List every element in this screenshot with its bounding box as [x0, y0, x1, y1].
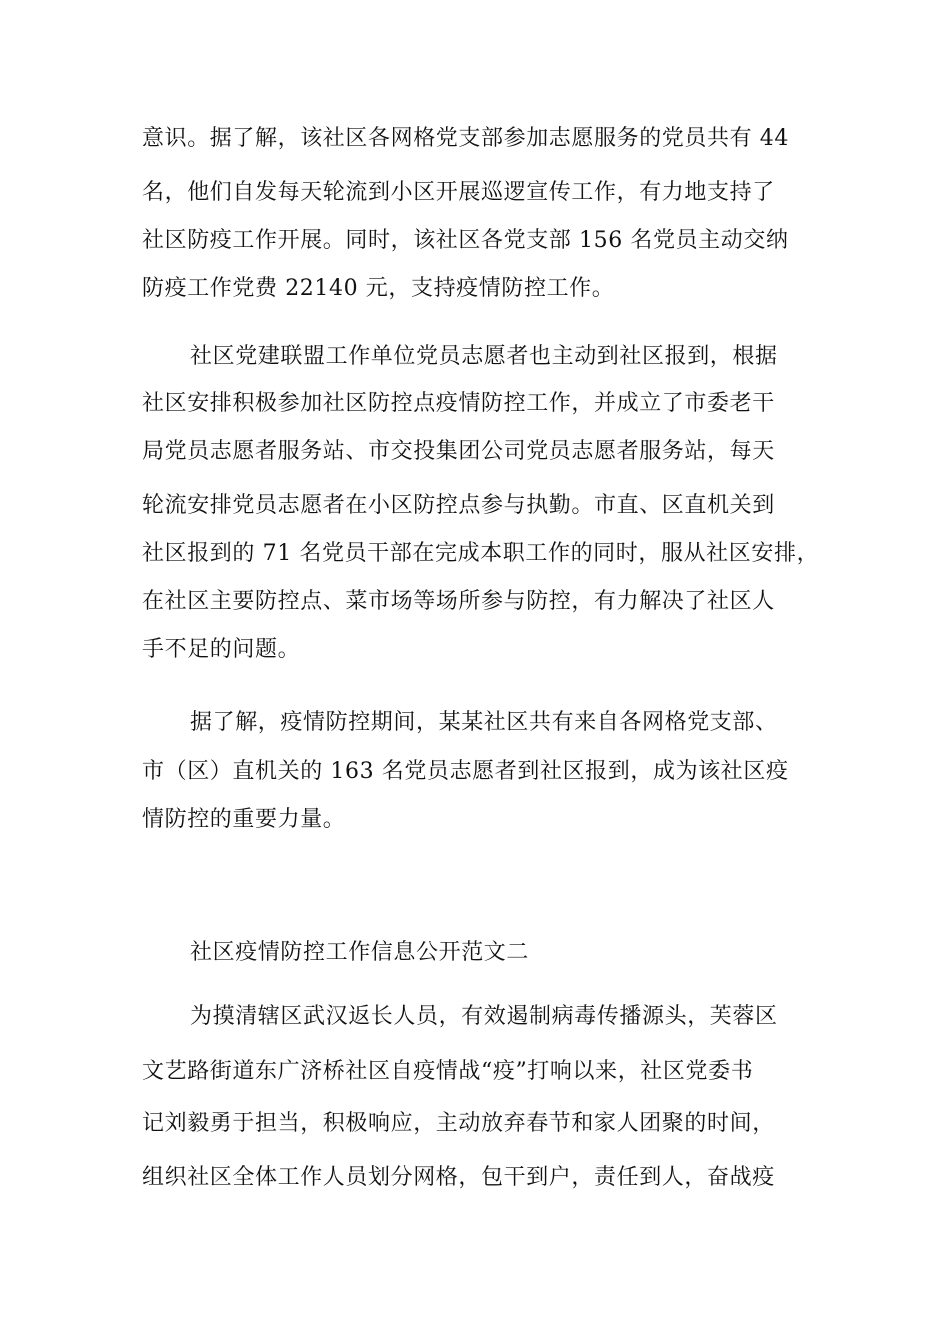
paragraph-2-line-1: 社区党建联盟工作单位党员志愿者也主动到社区报到，根据 [190, 344, 778, 369]
paragraph-4-line-1: 为摸清辖区武汉返长人员，有效遏制病毒传播源头，芙蓉区 [190, 1004, 778, 1029]
paragraph-4-line-2: 文艺路街道东广济桥社区自疫情战“疫”打响以来，社区党委书 [142, 1059, 754, 1084]
paragraph-1-line-1: 意识。据了解，该社区各网格党支部参加志愿服务的党员共有 44 [142, 126, 789, 151]
paragraph-2-line-2: 社区安排积极参加社区防控点疫情防控工作，并成立了市委老干 [142, 391, 775, 416]
paragraph-1-line-4: 防疫工作党费 22140 元，支持疫情防控工作。 [142, 276, 615, 301]
paragraph-2-line-5: 社区报到的 71 名党员干部在完成本职工作的同时，服从社区安排， [142, 541, 820, 566]
paragraph-2-line-3: 局党员志愿者服务站、市交投集团公司党员志愿者服务站，每天 [142, 439, 775, 464]
paragraph-4-line-3: 记刘毅勇于担当，积极响应，主动放弃春节和家人团聚的时间， [142, 1111, 775, 1136]
paragraph-1-line-2: 名，他们自发每天轮流到小区开展巡逻宣传工作，有力地支持了 [142, 180, 775, 205]
paragraph-3-line-1: 据了解，疫情防控期间，某某社区共有来自各网格党支部、 [190, 710, 778, 735]
paragraph-2-line-6: 在社区主要防控点、菜市场等场所参与防控，有力解决了社区人 [142, 589, 775, 614]
paragraph-4-line-4: 组织社区全体工作人员划分网格，包干到户，责任到人，奋战疫 [142, 1165, 775, 1190]
paragraph-3-line-3: 情防控的重要力量。 [142, 807, 346, 832]
paragraph-3-line-2: 市（区）直机关的 163 名党员志愿者到社区报到，成为该社区疫 [142, 759, 789, 784]
section-title: 社区疫情防控工作信息公开范文二 [190, 940, 530, 965]
paragraph-2-line-7: 手不足的问题。 [142, 637, 301, 662]
paragraph-2-line-4: 轮流安排党员志愿者在小区防控点参与执勤。市直、区直机关到 [142, 493, 775, 518]
paragraph-1-line-3: 社区防疫工作开展。同时，该社区各党支部 156 名党员主动交纳 [142, 228, 789, 253]
